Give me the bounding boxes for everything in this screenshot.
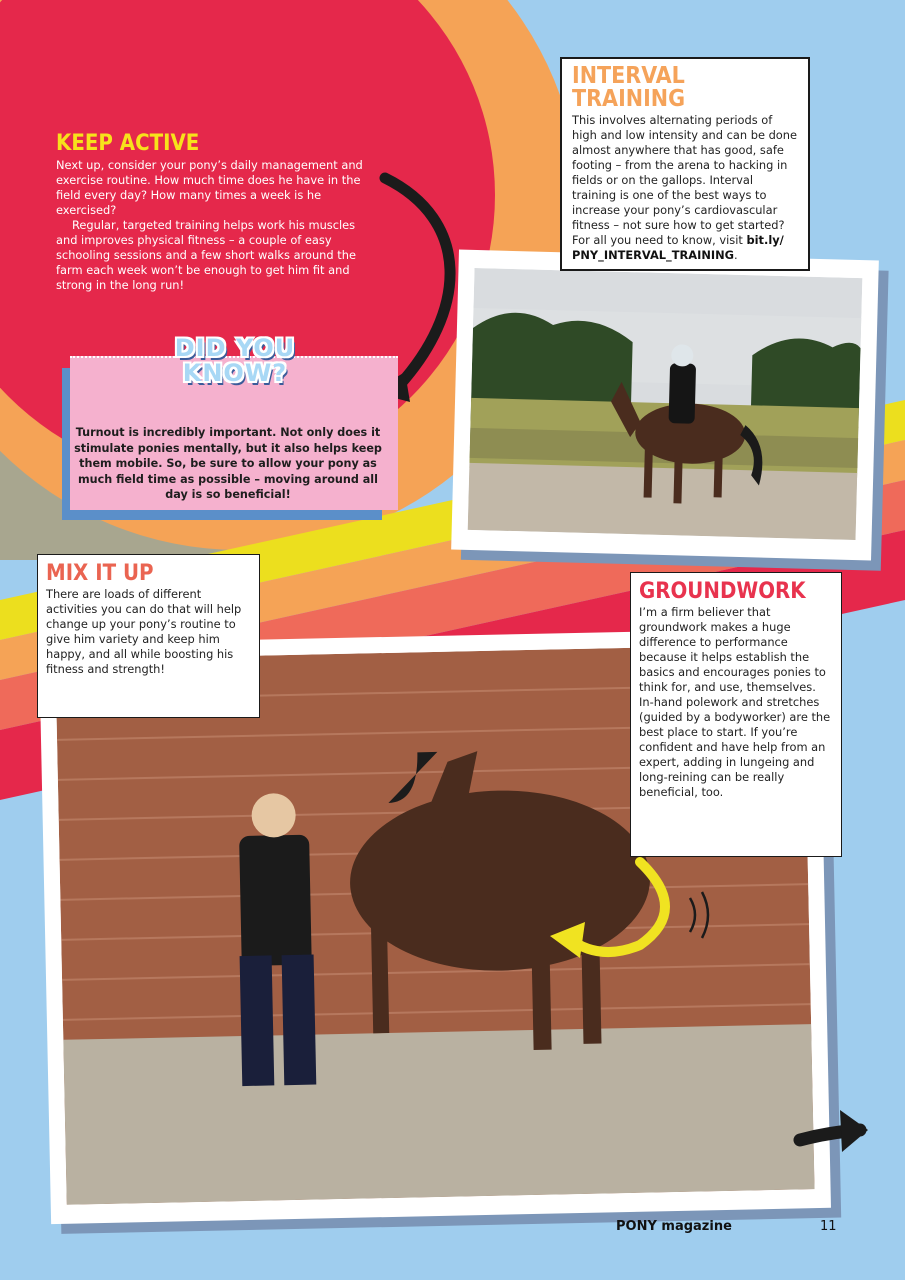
did-you-know-title-line-1: DID YOU [174,334,296,362]
interval-training-photo [468,268,863,540]
page-number: 11 [820,1219,837,1234]
interval-training-text [572,113,798,263]
groundwork-text: I’m a firm believer that groundwork makes a huge difference to performance because it helps establish the basics and encourages ponies to think for, and use, themselves. In-hand polework and stretches (guided by a bodyworker) are the best place to start. If you’re confident and have help from an expert, adding in lungeing and long-reining can be really beneficial, too. [639,605,831,799]
did-you-know-title [160,336,310,386]
interval-photo-frame [451,250,879,561]
magazine-name: PONY magazine [616,1219,732,1234]
black-arrow-icon [790,1100,870,1170]
groundwork-box [630,572,842,857]
keep-active-paragraph-1: Next up, consider your pony’s daily management and exercise routine. How much time does he have in the field every day? How many times a week is he exercised? [56,158,363,217]
interval-training-body: This involves alternating periods of high and low intensity and can be done almost anywhere that has good, safe footing – from the arena to hacking in fields or on the gallops. Interval training is one of the best ways to increase your pony’s cardiovascular fitness – not sure how to get started? For all you need to know, visit [572,113,797,247]
keep-active-paragraph-2: Regular, targeted training helps work his muscles and improves physical fitness – a couple of easy schooling sessions and a few short walks around the farm each week won’t be enough to get him fit and strong in the long run! [56,218,356,292]
interval-training-link[interactable]: bit.ly/ PNY_INTERVAL_TRAINING [572,233,784,262]
did-you-know-text: Turnout is incredibly important. Not only does it stimulate ponies mentally, but it also helps keep them mobile. So, be sure to allow your pony as much field time as possible – moving around all day is so beneficial! [74,426,382,501]
interval-training-box [560,57,810,271]
mix-it-up-box [37,554,260,718]
interval-training-heading: INTERVAL TRAINING [572,63,686,112]
keep-active-section [56,133,376,293]
did-you-know-title-line-2: KNOW? [182,359,288,387]
interval-training-link-end: . [733,248,738,262]
yellow-arrow-icon [540,840,740,980]
keep-active-heading: KEEP ACTIVE [56,131,200,156]
mix-it-up-heading: MIX IT UP [46,561,154,586]
mix-it-up-text: There are loads of different activities you can do that will help change up your pony’s routine to give him variety and keep him happy, and all while boosting his fitness and strength! [46,587,242,676]
groundwork-heading: GROUNDWORK [639,579,806,604]
